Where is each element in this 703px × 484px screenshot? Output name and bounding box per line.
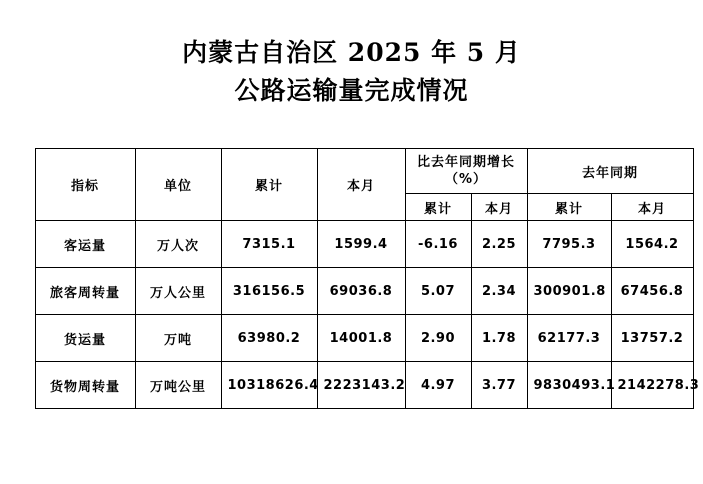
row-last-month: 67456.8 — [611, 268, 693, 315]
row-cumulative: 10318626.4 — [221, 362, 317, 409]
header-growth-month: 本月 — [471, 194, 527, 221]
table-row — [35, 315, 693, 362]
header-last-month: 本月 — [611, 194, 693, 221]
row-last-cumulative: 62177.3 — [527, 315, 611, 362]
row-unit: 万人公里 — [135, 268, 221, 315]
transport-volume-table — [35, 148, 700, 409]
row-this-month: 1599.4 — [317, 221, 405, 268]
row-cumulative: 7315.1 — [221, 221, 317, 268]
table-row — [35, 221, 693, 268]
header-last-year: 去年同期 — [527, 149, 693, 194]
row-last-cumulative: 300901.8 — [527, 268, 611, 315]
row-growth-month: 2.34 — [471, 268, 527, 315]
header-index: 指标 — [35, 149, 135, 221]
row-unit: 万吨 — [135, 315, 221, 362]
header-growth: 比去年同期增长（%） — [405, 149, 527, 194]
row-this-month: 14001.8 — [317, 315, 405, 362]
row-unit: 万人次 — [135, 221, 221, 268]
row-last-cumulative: 9830493.1 — [527, 362, 611, 409]
table-row — [35, 268, 693, 315]
row-growth-cumulative: 5.07 — [405, 268, 471, 315]
row-this-month: 2223143.2 — [317, 362, 405, 409]
row-growth-month: 1.78 — [471, 315, 527, 362]
row-index-label: 客运量 — [35, 221, 135, 268]
row-growth-cumulative: 4.97 — [405, 362, 471, 409]
report-table-wrapper — [35, 148, 700, 409]
header-growth-cumulative: 累计 — [405, 194, 471, 221]
header-last-cumulative: 累计 — [527, 194, 611, 221]
row-growth-month: 2.25 — [471, 221, 527, 268]
row-this-month: 69036.8 — [317, 268, 405, 315]
document-title — [0, 0, 703, 110]
table-header-row-top — [35, 149, 693, 194]
row-last-month: 2142278.3 — [611, 362, 693, 409]
title-line-1: 内蒙古自治区 2025 年 5 月 — [182, 38, 521, 67]
header-this-month: 本月 — [317, 149, 405, 221]
row-growth-month: 3.77 — [471, 362, 527, 409]
row-cumulative: 63980.2 — [221, 315, 317, 362]
row-last-cumulative: 7795.3 — [527, 221, 611, 268]
row-cumulative: 316156.5 — [221, 268, 317, 315]
row-growth-cumulative: -6.16 — [405, 221, 471, 268]
table-row — [35, 362, 693, 409]
row-index-label: 货运量 — [35, 315, 135, 362]
header-unit: 单位 — [135, 149, 221, 221]
row-last-month: 1564.2 — [611, 221, 693, 268]
row-growth-cumulative: 2.90 — [405, 315, 471, 362]
row-index-label: 货物周转量 — [35, 362, 135, 409]
row-unit: 万吨公里 — [135, 362, 221, 409]
row-last-month: 13757.2 — [611, 315, 693, 362]
title-line-2: 公路运输量完成情况 — [234, 76, 469, 105]
row-index-label: 旅客周转量 — [35, 268, 135, 315]
header-cumulative: 累计 — [221, 149, 317, 221]
